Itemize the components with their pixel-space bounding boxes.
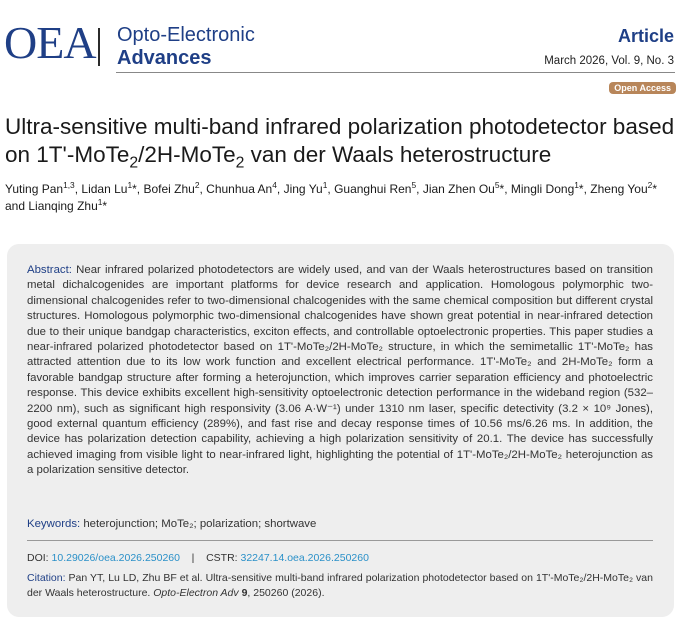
- header-divider: [116, 72, 675, 73]
- title-part: Ultra-sensitive multi-band infrared polarization photodetector based on 1T'-MoTe: [5, 114, 675, 167]
- title-subscript: 2: [235, 154, 245, 172]
- author-affiliation: 5: [494, 180, 500, 190]
- author-name[interactable]: Zheng You: [590, 182, 648, 196]
- article-title: [5, 113, 675, 172]
- doi-separator: |: [191, 552, 195, 564]
- author-name[interactable]: Bofei Zhu: [143, 182, 195, 196]
- author-affiliation: 1: [127, 180, 133, 190]
- author-affiliation: 1: [322, 180, 328, 190]
- author-affiliation: 5: [411, 180, 417, 190]
- citation-journal: Opto-Electron Adv: [153, 587, 239, 599]
- author-name[interactable]: Lidan Lu: [81, 182, 128, 196]
- corresponding-mark: *: [499, 182, 505, 196]
- journal-name-line2: Advances: [117, 47, 212, 69]
- title-part: van der Waals heterostructure: [244, 142, 552, 167]
- doi-line: [27, 552, 369, 564]
- author-affiliation: 1: [574, 180, 579, 190]
- abstract-text: Near infrared polarized photodetectors are widely used, and van der Waals heterostructures based on transition metal dichalcogenides are important platforms for device research and application. Homologous polymorphic two-dimensional chalcogenides refer to two-dimensional chalcogenides with the same chemical composition but different crystal structures. Homologous polymorphic two-dimensional chalcogenides have shown great potential in near-infrared detection due to their unique bandgap characteristics, exciton effects, and controllable optoelectronic properties. This paper studies a near-infrared polarized photodetector based on 1T'-MoTe₂/2H-MoTe₂ structure, in which the semimetallic 1T'-MoTe₂ has attracted attention due to its low work function and excellent electrical performance. 1T'-MoTe₂ and 2H-MoTe₂ form a favorable bandgap structure after forming a heterojunction, which improves carrier separation efficiency and photoelectric response. This device exhibits excellent high-sensitivity optoelectronic detection performance in the wideband region (532–2200 nm), such as significant high responsivity (3.06 A·W⁻¹) under 1310 nm laser, specific detectivity (3.2 × 10⁹ Jones), good external quantum efficiency (289%), and fast rise and decay response times of 10.56 ms/6.26 ms. In addition, the device has polarization detection capability, achieving a high polarization sensitivity of 20.1. The device has successfully achieved imaging from visible light to near-infrared light, highlighting the potential of 1T'-MoTe₂/2H-MoTe₂ heterojunction as a polarization sensitive detector.: [27, 264, 653, 477]
- journal-name-line1: Opto-Electronic: [117, 24, 255, 46]
- logo-divider: [98, 28, 100, 66]
- author-affiliation: 1: [97, 197, 103, 207]
- keywords-text: heterojunction; MoTe₂; polarization; shortwave: [80, 518, 317, 530]
- open-access-badge[interactable]: Open Access: [609, 82, 676, 94]
- journal-logo: OEA: [4, 17, 96, 68]
- author-name[interactable]: Lianqing Zhu: [28, 199, 98, 213]
- citation-text: Pan YT, Lu LD, Zhu BF et al. Ultra-sensitive multi-band infrared polarization photodetector based on 1T'-MoTe₂/2H-MoTe₂ van der Waals heterostructure.: [27, 572, 653, 599]
- author-name[interactable]: Guanghui Ren: [334, 182, 412, 196]
- doi-label: DOI:: [27, 552, 52, 564]
- citation-pages: , 250260 (2026).: [247, 587, 325, 599]
- cstr-link[interactable]: 32247.14.oea.2026.250260: [240, 552, 369, 564]
- cstr-label: CSTR:: [206, 552, 241, 564]
- corresponding-mark: *: [652, 182, 658, 196]
- journal-name: [117, 24, 255, 70]
- citation-label: Citation:: [27, 572, 66, 584]
- abstract: [27, 263, 653, 479]
- abstract-divider: [27, 540, 653, 541]
- abstract-label: Abstract:: [27, 264, 72, 276]
- author-name[interactable]: Chunhua An: [206, 182, 273, 196]
- keywords: [27, 518, 316, 530]
- author-name[interactable]: Mingli Dong: [510, 182, 575, 196]
- author-affiliation: 2: [194, 180, 200, 190]
- article-type-label: Article: [617, 26, 674, 46]
- author-affiliation: 1,3: [63, 180, 75, 190]
- corresponding-mark: *: [102, 199, 108, 213]
- keywords-label: Keywords:: [27, 518, 81, 530]
- title-subscript: 2: [129, 154, 139, 172]
- author-affiliation: 4: [272, 180, 277, 190]
- corresponding-mark: *: [578, 182, 584, 196]
- citation: [27, 571, 653, 601]
- author-name[interactable]: Jian Zhen Ou: [422, 182, 495, 196]
- author-name[interactable]: Jing Yu: [283, 182, 323, 196]
- author-name[interactable]: Yuting Pan: [5, 182, 64, 196]
- issue-info: March 2026, Vol. 9, No. 3: [544, 55, 674, 67]
- title-part: /2H-MoTe: [138, 142, 236, 167]
- doi-link[interactable]: 10.29026/oea.2026.250260: [51, 552, 180, 564]
- citation-volume: 9: [238, 587, 248, 599]
- corresponding-mark: *: [132, 182, 137, 196]
- author-list: Yuting Pan$^{1,3}$, Lidan Lu$^1$*, Bofei Zhu$^2$, Chunhua An$^4$, Jing Yu$^1$, Guanghui Ren$^5$, Jian Zhen Ou$^5$*, Mingli Dong$^1$*, Zheng You$^2$* and Lianqing Zhu$^1$*: [5, 180, 658, 213]
- author-affiliation: 2: [647, 180, 653, 190]
